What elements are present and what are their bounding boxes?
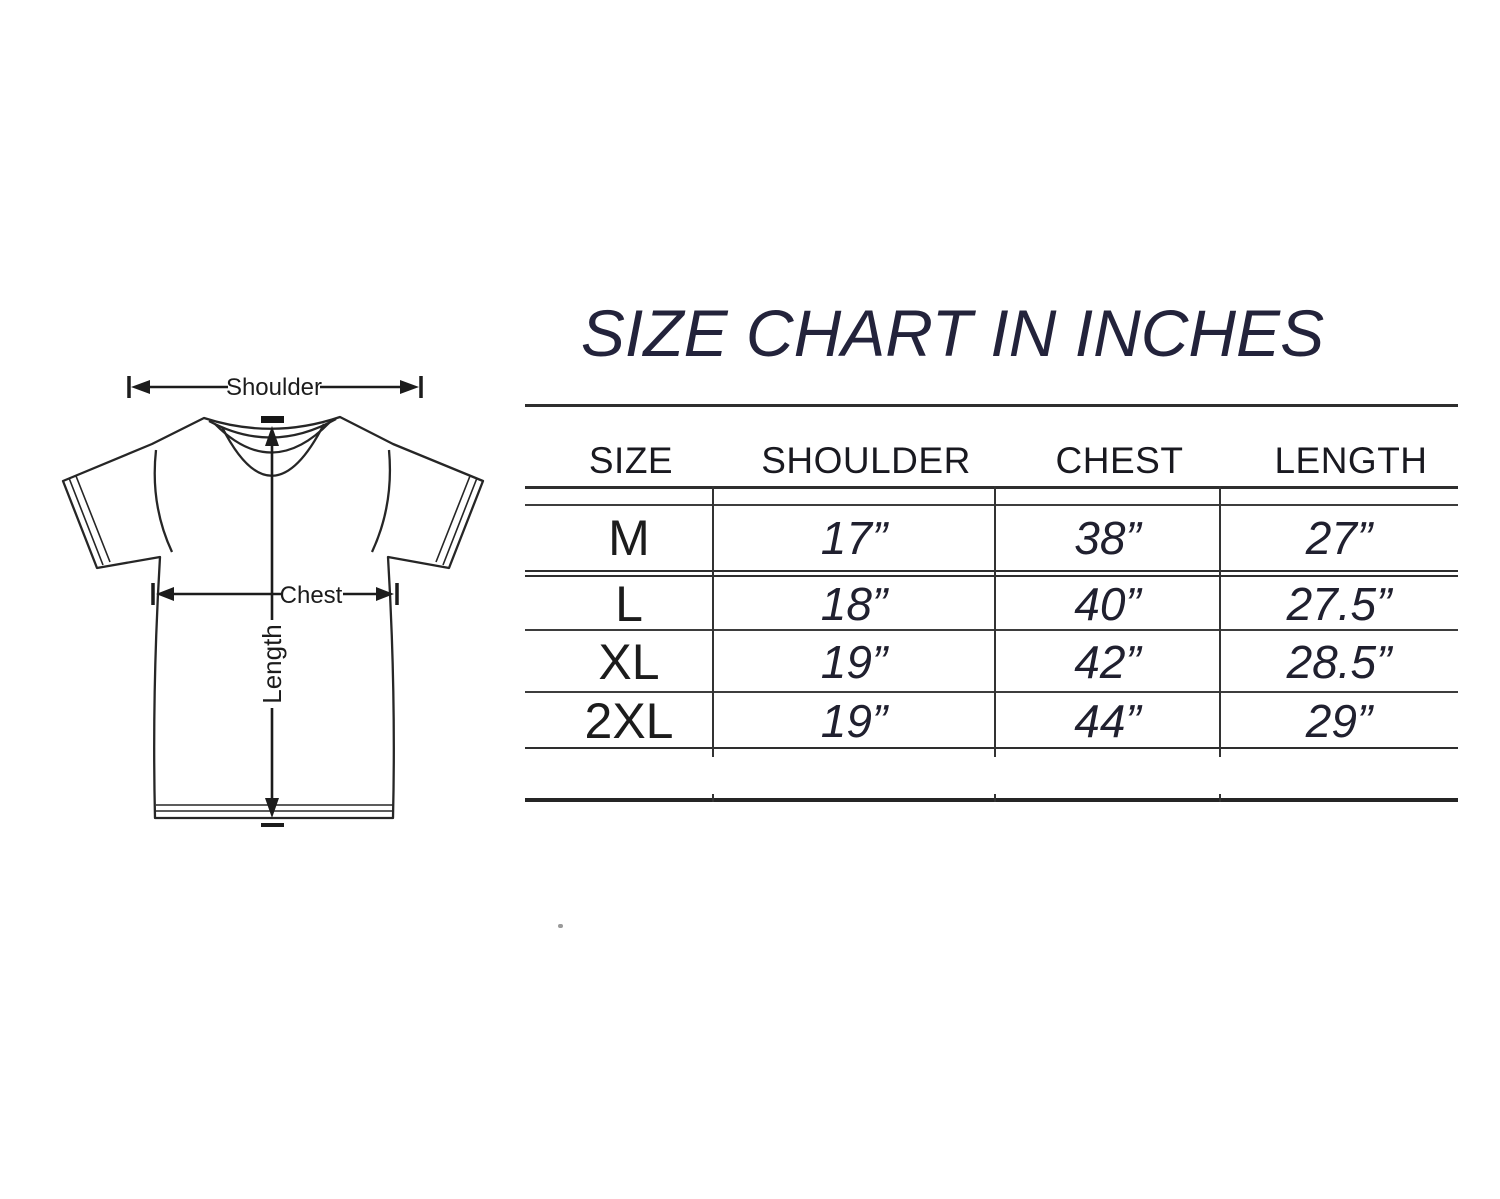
table-row — [525, 577, 1458, 630]
shoulder-value: 18” — [820, 577, 888, 630]
chest-value: 40” — [1074, 577, 1141, 630]
table-header-row — [525, 436, 1458, 486]
column-divider-3-stub — [1219, 794, 1221, 802]
length-label: Length — [257, 624, 287, 704]
length-value: 27.5” — [1286, 577, 1392, 630]
chest-value: 42” — [1074, 636, 1141, 688]
size-value: L — [615, 575, 643, 632]
header-length: LENGTH — [1274, 440, 1428, 481]
length-value: 28.5” — [1286, 636, 1392, 688]
length-value: 29” — [1305, 695, 1373, 747]
chest-value: 38” — [1074, 511, 1141, 564]
shoulder-arrow — [129, 374, 421, 401]
chest-arrow — [153, 582, 397, 609]
row-divider-m-a — [525, 570, 1458, 572]
chest-label: Chest — [279, 582, 343, 609]
table-bottom-border — [525, 798, 1458, 802]
shoulder-value: 19” — [820, 636, 888, 688]
table-header-border — [525, 486, 1458, 489]
scan-artifact-dot — [558, 924, 563, 928]
length-arrow — [257, 426, 287, 825]
left-armhole-seam — [155, 450, 172, 552]
shoulder-value: 17” — [820, 511, 888, 564]
tshirt-measurement-diagram — [40, 360, 520, 840]
page-title: SIZE CHART IN INCHES — [580, 296, 1325, 370]
chest-value: 44” — [1074, 695, 1141, 747]
shoulder-label: Shoulder — [225, 374, 323, 401]
header-shoulder: SHOULDER — [761, 440, 971, 481]
collar-top-marker — [261, 416, 284, 423]
column-divider-2-stub — [994, 794, 996, 802]
column-divider-1-stub — [712, 794, 714, 802]
header-chest: CHEST — [1055, 440, 1184, 481]
table-row — [525, 505, 1458, 570]
table-top-border — [525, 404, 1458, 407]
length-value: 27” — [1305, 511, 1373, 564]
right-armhole-seam — [372, 450, 390, 552]
table-row — [525, 632, 1458, 692]
size-value: M — [608, 509, 650, 566]
shoulder-value: 19” — [820, 695, 888, 747]
header-size: SIZE — [588, 440, 674, 481]
size-value: 2XL — [584, 693, 674, 749]
table-row — [525, 694, 1458, 748]
size-value: XL — [598, 634, 660, 690]
